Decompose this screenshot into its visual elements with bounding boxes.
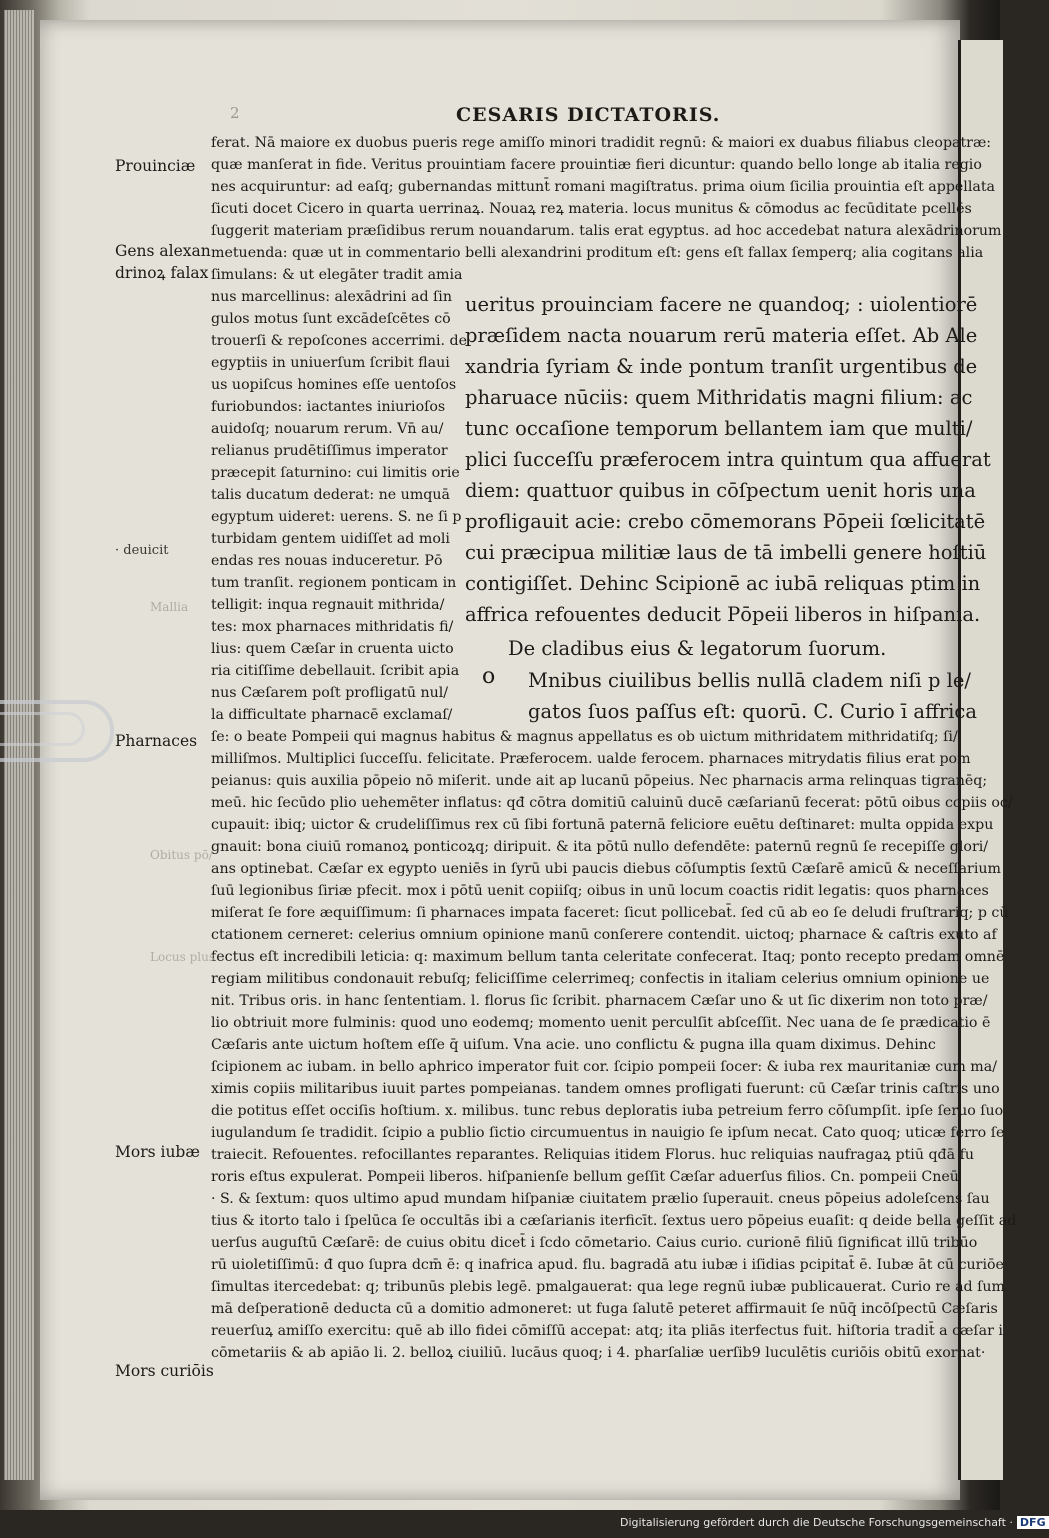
commentary-narrow-line: trouerſi & repoſcones accerrimi. de <box>211 333 467 349</box>
show-through-text: Locus plus <box>150 950 216 964</box>
commentary-line: ximis copiis militaribus iuuit partes pompeianas. tandem omnes profligati fuerunt: cū Cæſar trinis caſtris uno <box>211 1081 1000 1097</box>
funding-credit-text: Digitalisierung gefördert durch die Deutsche Forschungsgemeinschaft · <box>620 1516 1013 1529</box>
commentary-narrow-line: tes: mox pharnaces mithridatis fi/ <box>211 619 454 635</box>
commentary-narrow-line: nus marcellinus: alexādrini ad ſin <box>211 289 452 305</box>
marginal-note: Prouinciæ <box>115 157 196 175</box>
commentary-line: ctationem cerneret: celerius omnium opinione manū conſerere contendit. uictoq; pharnace & caſtris exuto af <box>211 927 997 943</box>
main-text-line: tunc occaſione temporum bellantem iam que multi/ <box>465 417 973 440</box>
commentary-line: ſcipionem ac iubam. in bello aphrico imperator fuit cor. ſcipio pompeii ſocer: & iuba rex mauritaniæ cum ma/ <box>211 1059 997 1075</box>
commentary-line: Cæſaris ante uictum hoſtem eſſe q̄ uiſum. Vna acie. uno conflictu & pugna illa quam diximus. Dehinc <box>211 1037 936 1053</box>
commentary-line: ferat. Nā maiore ex duobus pueris rege amiſſo minori tradidit regnū: & maiori ex duabus filiabus cleopatræ: <box>211 135 992 151</box>
commentary-narrow-line: tum tranſit. regionem ponticam in <box>211 575 457 591</box>
commentary-narrow-line: telligit: inqua regnauit mithrida/ <box>211 597 445 613</box>
commentary-line: traiecit. Refouentes. refocillantes reparantes. Reliquias itidem Florus. huc reliquias naufragaꝝ ptiū qđā fu <box>211 1147 974 1163</box>
commentary-line: lio obtriuit more fulminis: quod uno eodemq; momento uenit perculſit abſceſſit. Nec uana de ſe prædicatio ē <box>211 1015 991 1031</box>
commentary-narrow-line: lius: quem Cæſar in cruenta uicto <box>211 641 454 657</box>
main-text-line: cui præcipua militiæ laus de tā imbelli genere hoſtiū <box>465 541 987 564</box>
chapter-initial: o <box>482 664 496 689</box>
commentary-line: tius & itorto talo i ſpelūca ſe occultās ibi a cæſarianis iterficīt. ſextus uero pōpeius euaſit: q deide bella geſſit ad <box>211 1213 1017 1229</box>
commentary-line: mā deſperationē deducta cū a domitio admoneret: ut fuga ſalutē peteret affirmauit ſe nūq̄ incōſpectū Cæſaris <box>211 1301 998 1317</box>
commentary-line: uerſus auguſtū Cæſarē: de cuius obitu dicet̄ i ſcdo cōmetario. Caius curio. curionē filiū ſignificat illū tribūo <box>211 1235 978 1251</box>
main-text-line: contigiſſet. Dehinc Scipionē ac iubā reliquas ptim in <box>465 572 981 595</box>
main-text-line: pharuace nūciis: quem Mithridatis magni filium: ac <box>465 386 973 409</box>
chapter-text-line: Mnibus ciuilibus bellis nullā cladem niſi p le/ <box>528 669 972 692</box>
commentary-line: gnauit: bona ciuiū romanoꝝ ponticoꝝq; diripuit. & ita pōtū nullo defendēte: paternū regnū ſe recepiſſe glori/ <box>211 839 989 855</box>
marginal-note: drinoꝝ falax <box>115 264 209 282</box>
commentary-line: · S. & ſextum: quos ultimo apud mundam hiſpaniæ ciuitatem prælio ſuperauit. cneus pōpeius adoleſcens ſau <box>211 1191 990 1207</box>
commentary-line: metuenda: quæ ut in commentario belli alexandrini proditum eſt: gens eſt fallax ſemperq; alia cogitans alia <box>211 245 984 261</box>
commentary-narrow-line: furiobundos: iactantes iniurioſos <box>211 399 446 415</box>
main-text-line: præſidem nacta nouarum rerū materia eſſet. Ab Ale <box>465 324 978 347</box>
main-text-line: diem: quattuor quibus in cōſpectum uenit horis una <box>465 479 976 502</box>
main-text-line: ueritus prouinciam facere ne quandoq; : uiolentiorē <box>465 293 978 316</box>
paper-clip-inner <box>0 712 85 746</box>
commentary-line: roris eſtus expulerat. Pompeii liberos. hiſpanienſe bellum geſſit Cæſar aduerſus filios. Cn. pompeii Cneū <box>211 1169 959 1185</box>
commentary-line: rū uioletiſſimū: đ quo ſupra dcm̄ ē: q inafrica apud. flu. bagradā atu iubæ i iſidias pcipitat̄ ē. Iubæ āt cū curiōe <box>211 1257 1004 1273</box>
commentary-narrow-line: us uopiſcus homines eſſe uentoſos <box>211 377 457 393</box>
marginal-note: Pharnaces <box>115 732 198 750</box>
chapter-text-line: gatos ſuos paſſus eſt: quorū. C. Curio ī affrica <box>528 700 977 723</box>
commentary-line: milliſmos. Multiplici ſucceſſu. felicitate. Præferocem. ualde ferocem. pharnaces mitrydatis filius erat pom <box>211 751 971 767</box>
commentary-narrow-line: gulos motus ſunt excādeſcētes cō <box>211 311 451 327</box>
chapter-heading: De cladibus eius & legatorum ſuorum. <box>508 637 887 660</box>
commentary-narrow-line: talis ducatum dederat: ne umquā <box>211 487 450 503</box>
main-text-line: profligauit acie: crebo cōmemorans Pōpeii ſœlicitatē <box>465 510 986 533</box>
commentary-line: peianus: quis auxilia pōpeio nō miſerit. unde ait ap lucanū pōpeius. Nec pharnacis arma relinquas tigranēq; <box>211 773 988 789</box>
commentary-line: ſe: o beate Pompeii qui magnus habitus & magnus appellatus es ob uictum mithridatem mithridatiſq; ſi/ <box>211 729 958 745</box>
commentary-narrow-line: endas res nouas induceretur. Pō <box>211 553 443 569</box>
commentary-narrow-line: auidoſq; nouarum rerum. Vn̄ au/ <box>211 421 444 437</box>
funding-credit <box>620 1516 1049 1529</box>
commentary-narrow-line: la difficultate pharnacē exclamaſ/ <box>211 707 453 723</box>
commentary-line: ſuggerit materiam præſidibus rerum nouandarum. talis erat egyptus. ad hoc accedebat natura alexādrinorum <box>211 223 1002 239</box>
show-through-text: Mallia <box>150 600 189 614</box>
dfg-logo: DFG <box>1017 1516 1049 1529</box>
marginal-note: Mors iubæ <box>115 1143 200 1161</box>
commentary-narrow-line: turbidam gentem uidiſſet ad moli <box>211 531 450 547</box>
commentary-line: ſicuti docet Cicero in quarta uerrinaꝝ. Nouaꝝ reꝝ materia. locus munitus & cōmodus ac fecūditate pcellēs <box>211 201 972 217</box>
handwritten-note: · deuicit <box>115 543 169 558</box>
commentary-narrow-line: nus Cæſarem poſt profligatū nul/ <box>211 685 449 701</box>
running-head: CESARIS DICTATORIS. <box>456 104 721 126</box>
commentary-line: ſuū legionibus ſiriæ pfecit. mox i pōtū uenit copiiſq; oibus in unū locum coactis ridit legatis: quos pharnaces <box>211 883 989 899</box>
commentary-line: meū. hic ſecūdo plio uehemēter inflatus: qđ cōtra domitiū caluinū ducē cæſarianū fecerat: pōtū oibus copiis oc/ <box>211 795 1013 811</box>
commentary-narrow-line: egyptiis in uniuerſum ſcribit flaui <box>211 355 450 371</box>
commentary-line: iugulandum ſe tradidit. ſcipio a publio ſictio circumuentus in nauigio ſe ipſum necat. Cato quoq; uticæ ferro ſe <box>211 1125 1005 1141</box>
commentary-narrow-line: ria citiſſime debellauit. ſcribit apia <box>211 663 460 679</box>
commentary-line: reuerſuꝝ amiſſo exercitu: quē ab illo fidei cōmiſſū accepat: atq; ita pliās iterfectus fuit. hiſtoria tradit̄ a cæſar i <box>211 1323 1003 1339</box>
main-text-line: affrica refouentes deducit Pōpeii liberos in hiſpania. <box>465 603 981 626</box>
main-text-line: plici ſucceſſu præferocem intra quintum qua affuerat <box>465 448 991 471</box>
commentary-narrow-line: egyptum uideret: uerens. S. ne ſi p <box>211 509 462 525</box>
commentary-line: nes acquiruntur: ad eaſq; gubernandas mittunt̄ romani magiſtratus. prima oium ſicilia prouintia eſt appellata <box>211 179 995 195</box>
commentary-narrow-line: præcepit ſaturnino: cui limitis orie <box>211 465 460 481</box>
commentary-line: ſimultas itercedebat: q; tribunūs plebis legē. pmalgauerat: qua lege regnū iubæ publicauerat. Curio re ad ſum <box>211 1279 1005 1295</box>
commentary-line: regiam militibus condonauit rebuſq; feliciſſime celerrimeq; confectis in italiam celerius omnium opinione ue <box>211 971 990 987</box>
commentary-line: miſerat ſe fore æquiſſimum: ſi pharnaces impata faceret: ſicut pollicebat̄. ſed cū ab eo ſe deludi fruſtrariq; p cū <box>211 905 1009 921</box>
show-through-text: Obitus pō/ <box>150 848 213 862</box>
commentary-line: quæ manſerat in fide. Veritus prouintiam facere prouintiæ fieri dicuntur: quando bello longe ab italia regio <box>211 157 982 173</box>
commentary-line: cōmetariis & ab apiāo li. 2. belloꝝ ciuiliū. lucāus quoq; i 4. pharſaliæ uerſib9 luculētis curiōis obitū exornat· <box>211 1345 986 1361</box>
marginal-note: Mors curiōis <box>115 1362 214 1380</box>
commentary-line: die potitus eſſet occiſis hoſtium. x. milibus. tunc rebus deploratis iuba petreium ferro cōſumpſit. ipſe ſeruo ſuo <box>211 1103 1004 1119</box>
commentary-line: nit. Tribus oris. in hanc ſententiam. l. florus ſic ſcribit. pharnacem Cæſar uno & ut ſic dixerim non toto præ/ <box>211 993 988 1009</box>
commentary-line: fectus eſt incredibili leticia: q: maximum bellum tanta celeritate confecerat. Itaq; ponto recepto predam omnē <box>211 949 1005 965</box>
commentary-line: ans optinebat. Cæſar ex egypto ueniēs in ſyrū ubi paucis diebus cōſumptis ſextū Cæſarē amicū & neceſſarium <box>211 861 1001 877</box>
commentary-narrow-line: relianus prudētiſſimus imperator <box>211 443 448 459</box>
marginal-note: Gens alexan <box>115 242 211 260</box>
main-text-line: xandria ſyriam & inde pontum tranſit urgentibus de <box>465 355 978 378</box>
commentary-line: cupauit: ibiq; uictor & crudeliſſimus rex cū ſibi fortunā paternā feliciore euētu deſtinaret: multa oppida expu <box>211 817 994 833</box>
folio-number: 2 <box>230 104 240 122</box>
commentary-narrow-line: ſimulans: & ut elegāter tradit amia <box>211 267 463 283</box>
